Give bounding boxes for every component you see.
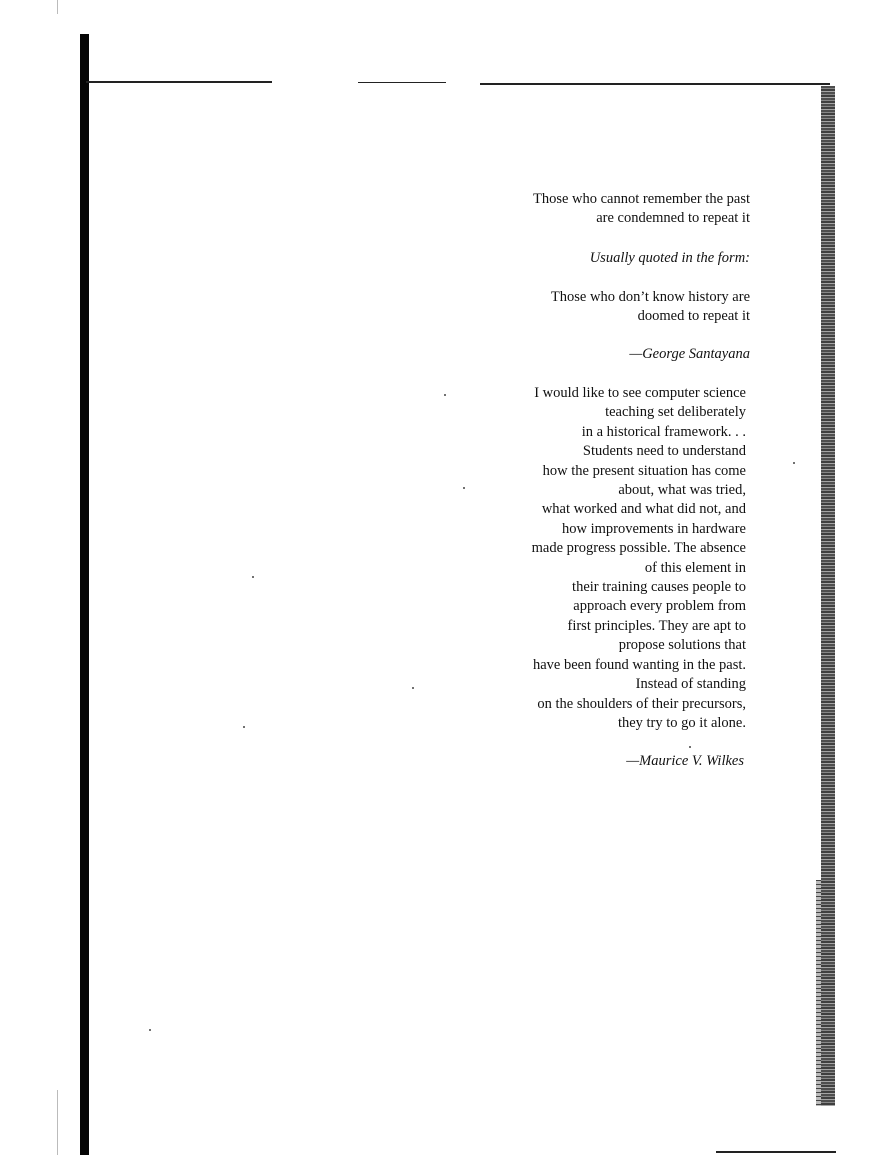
top-rule-middle	[358, 82, 446, 83]
paraphrased-quote	[551, 288, 750, 327]
quote-line: of this element in	[644, 559, 746, 576]
quote-line: have been found wanting in the past.	[532, 656, 746, 673]
scan-edge-top	[57, 0, 58, 14]
santayana-quote	[533, 190, 750, 229]
quote-line: about, what was tried,	[618, 482, 746, 499]
quote-line: they try to go it alone.	[617, 714, 746, 731]
bottom-rule	[716, 1151, 836, 1153]
scan-speck	[793, 462, 795, 464]
scan-speck	[243, 726, 245, 728]
top-rule-right	[480, 83, 830, 85]
quote-line: how improvements in hardware	[561, 520, 746, 537]
quote-line: made progress possible. The absence	[531, 540, 746, 557]
quote-line: in a historical framework. . .	[581, 423, 746, 440]
quote-line: approach every problem from	[573, 598, 746, 615]
quote-line: how the present situation has come	[542, 462, 746, 479]
scan-speck	[252, 576, 254, 578]
scan-speck	[463, 487, 465, 489]
page-right-edge-inner	[816, 880, 821, 1106]
scan-speck	[444, 394, 446, 396]
attribution-line: —Maurice V. Wilkes	[626, 753, 744, 769]
scan-speck	[149, 1029, 151, 1031]
quote-line: Instead of standing	[635, 676, 746, 693]
scan-speck	[412, 687, 414, 689]
wilkes-quote	[532, 384, 746, 733]
quote-line: Those who don’t know history are	[550, 289, 750, 305]
quote-line: first principles. They are apt to	[567, 617, 746, 634]
quote-line: are condemned to repeat it	[596, 210, 750, 227]
quote-line: on the shoulders of their precursors,	[537, 695, 746, 712]
quote-line: what worked and what did not, and	[541, 501, 746, 518]
scan-speck	[689, 746, 691, 748]
page-right-edge	[821, 86, 835, 1106]
scan-edge-bottom	[57, 1090, 58, 1155]
attribution-line: —George Santayana	[629, 346, 750, 362]
quote-line: their training causes people to	[572, 579, 746, 596]
top-rule-left	[86, 81, 272, 83]
quote-line: I would like to see computer science	[534, 385, 746, 401]
quoted-form-note	[590, 249, 750, 268]
wilkes-attribution	[626, 752, 744, 771]
page-binding-shadow	[80, 34, 89, 1155]
quote-line: Those who cannot remember the past	[532, 191, 750, 207]
quote-line: propose solutions that	[618, 637, 746, 654]
quote-line: doomed to repeat it	[637, 308, 750, 325]
santayana-attribution	[629, 345, 750, 364]
quote-line: Students need to understand	[582, 443, 746, 460]
note-line: Usually quoted in the form:	[589, 250, 750, 266]
quote-line: teaching set deliberately	[605, 404, 746, 421]
